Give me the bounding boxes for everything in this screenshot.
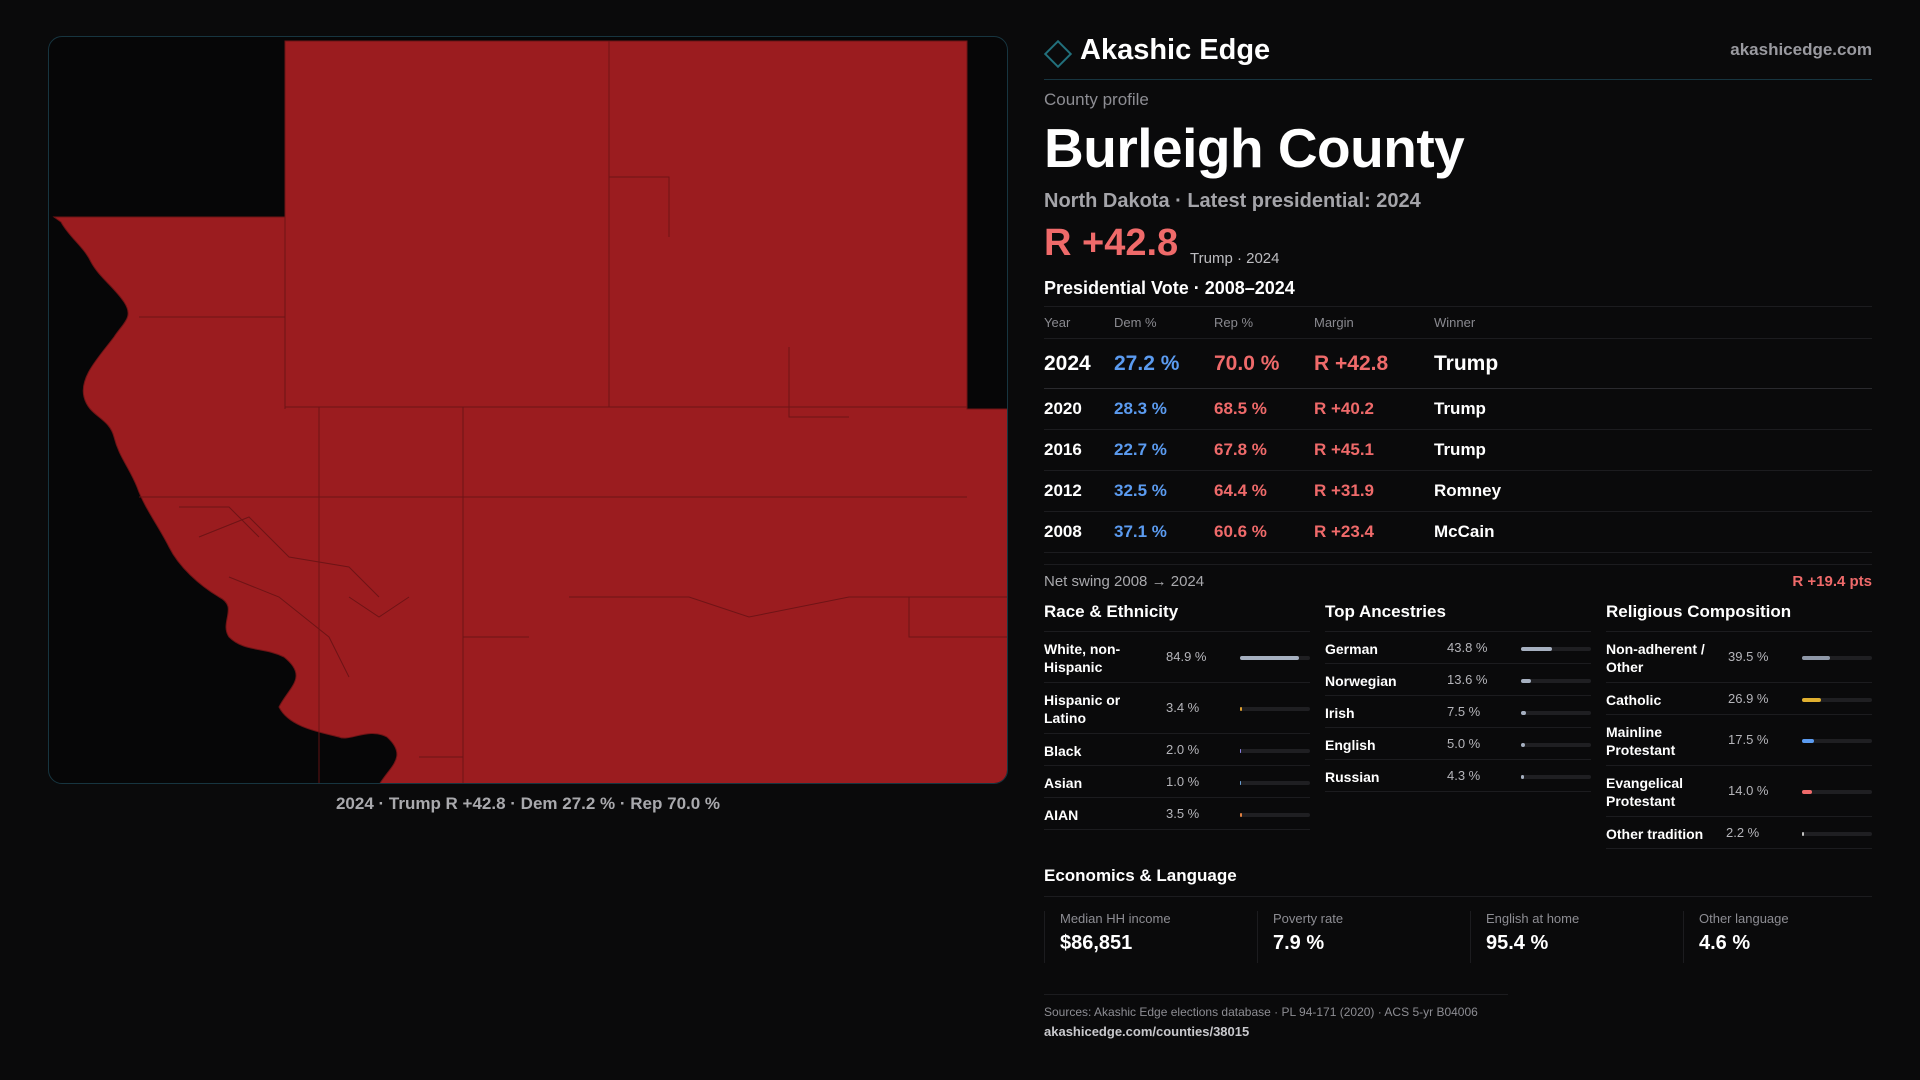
list-item <box>1044 766 1310 798</box>
net-swing <box>1044 564 1872 594</box>
cell-margin: R +31.9 <box>1314 471 1434 512</box>
item-value: 17.5 % <box>1728 732 1769 747</box>
brand-bar <box>1044 34 1872 80</box>
cell-rep: 68.5 % <box>1214 389 1314 430</box>
cell-winner: Trump <box>1434 339 1872 389</box>
religion-panel <box>1606 602 1872 849</box>
table-row <box>1044 471 1872 512</box>
list-item <box>1325 632 1591 664</box>
stat-median-income <box>1044 911 1244 963</box>
bar-track <box>1802 698 1872 702</box>
list-item <box>1325 760 1591 792</box>
item-value: 1.0 % <box>1166 774 1200 789</box>
bar-track <box>1521 679 1591 683</box>
cell-dem: 27.2 % <box>1114 339 1214 389</box>
cell-year: 2020 <box>1044 389 1114 430</box>
col-dem: Dem % <box>1114 307 1214 339</box>
col-year: Year <box>1044 307 1114 339</box>
bar-track <box>1802 739 1872 743</box>
stat-value: $86,851 <box>1060 932 1133 954</box>
cell-dem: 22.7 % <box>1114 430 1214 471</box>
site-link[interactable]: akashicedge.com <box>1730 40 1872 59</box>
map-caption: 2024 · Trump R +42.8 · Dem 27.2 % · Rep 70.0 % <box>335 794 721 813</box>
bar-track <box>1240 813 1310 817</box>
bar-track <box>1240 749 1310 753</box>
vote-table-title: Presidential Vote · 2008–2024 <box>1044 278 1295 298</box>
bar-fill <box>1802 832 1804 836</box>
bar-track <box>1802 656 1872 660</box>
item-value: 84.9 % <box>1166 649 1207 664</box>
bar-fill <box>1240 813 1242 817</box>
bar-track <box>1802 832 1872 836</box>
item-value: 2.2 % <box>1726 825 1760 840</box>
cell-year: 2008 <box>1044 512 1114 553</box>
item-value: 3.5 % <box>1166 806 1200 821</box>
item-value: 3.4 % <box>1166 700 1200 715</box>
item-value: 5.0 % <box>1447 736 1481 751</box>
table-row <box>1044 339 1872 389</box>
sources-footer <box>1044 994 1508 1039</box>
religion-title: Religious Composition <box>1606 602 1872 632</box>
item-label: Catholic <box>1606 692 1662 708</box>
col-rep: Rep % <box>1214 307 1314 339</box>
item-label: Asian <box>1044 775 1083 791</box>
list-item <box>1606 632 1872 683</box>
list-item <box>1606 817 1872 849</box>
item-label: Other tradition <box>1606 826 1704 842</box>
county-title: Burleigh County <box>1044 117 1465 179</box>
list-item <box>1044 734 1310 766</box>
bar-fill <box>1521 775 1524 779</box>
item-value: 7.5 % <box>1447 704 1481 719</box>
bar-track <box>1240 781 1310 785</box>
list-item <box>1044 632 1310 683</box>
bar-fill <box>1240 656 1299 660</box>
bar-fill <box>1240 781 1241 785</box>
cell-margin: R +42.8 <box>1314 339 1434 389</box>
cell-year: 2016 <box>1044 430 1114 471</box>
cell-dem: 28.3 % <box>1114 389 1214 430</box>
vote-table <box>1044 306 1872 553</box>
bar-fill <box>1521 711 1526 715</box>
item-value: 2.0 % <box>1166 742 1200 757</box>
stat-other-language <box>1683 911 1883 963</box>
item-value: 4.3 % <box>1447 768 1481 783</box>
cell-year: 2012 <box>1044 471 1114 512</box>
cell-margin: R +45.1 <box>1314 430 1434 471</box>
item-label: Mainline Protestant <box>1606 724 1676 758</box>
list-item <box>1325 664 1591 696</box>
bar-fill <box>1802 790 1812 794</box>
net-swing-value: R +19.4 pts <box>1792 573 1872 590</box>
bar-track <box>1521 647 1591 651</box>
sources-text: Sources: Akashic Edge elections database · PL 94-171 (2020) · ACS 5-yr B04006 <box>1044 1005 1478 1019</box>
headline-margin-note: Trump · 2024 <box>1190 250 1280 267</box>
cell-dem: 32.5 % <box>1114 471 1214 512</box>
item-label: Irish <box>1325 705 1355 721</box>
stat-label: Other language <box>1699 911 1789 926</box>
cell-year: 2024 <box>1044 339 1114 389</box>
stat-value: 7.9 % <box>1273 932 1325 954</box>
list-item <box>1044 683 1310 734</box>
item-value: 43.8 % <box>1447 640 1488 655</box>
bar-track <box>1521 775 1591 779</box>
diamond-logo-icon <box>1044 40 1072 68</box>
headline-margin: R +42.8 <box>1044 222 1179 264</box>
ancestries-panel <box>1325 602 1591 792</box>
bar-fill <box>1802 656 1830 660</box>
economics-title: Economics & Language <box>1044 866 1237 885</box>
item-label: English <box>1325 737 1376 753</box>
table-row <box>1044 430 1872 471</box>
col-winner: Winner <box>1434 307 1872 339</box>
cell-rep: 64.4 % <box>1214 471 1314 512</box>
bar-fill <box>1802 698 1821 702</box>
profile-eyebrow: County profile <box>1044 90 1149 109</box>
stat-label: Poverty rate <box>1273 911 1344 926</box>
item-label: Evangelical Protestant <box>1606 775 1684 809</box>
stat-value: 95.4 % <box>1486 932 1549 954</box>
race-ethnicity-panel <box>1044 602 1310 830</box>
cell-margin: R +23.4 <box>1314 512 1434 553</box>
table-row <box>1044 389 1872 430</box>
item-label: Norwegian <box>1325 673 1397 689</box>
county-page-link[interactable]: akashicedge.com/counties/38015 <box>1044 1024 1250 1039</box>
county-shape <box>54 41 1008 784</box>
stat-label: English at home <box>1486 911 1580 926</box>
cell-margin: R +40.2 <box>1314 389 1434 430</box>
item-value: 14.0 % <box>1728 783 1769 798</box>
cell-winner: McCain <box>1434 512 1872 553</box>
item-value: 39.5 % <box>1728 649 1769 664</box>
list-item <box>1606 683 1872 715</box>
cell-dem: 37.1 % <box>1114 512 1214 553</box>
stat-label: Median HH income <box>1060 911 1171 926</box>
bar-track <box>1240 656 1310 660</box>
bar-fill <box>1240 707 1242 711</box>
list-item <box>1325 696 1591 728</box>
item-label: Russian <box>1325 769 1380 785</box>
cell-winner: Romney <box>1434 471 1872 512</box>
profile-panel <box>1044 0 1872 1080</box>
county-map[interactable] <box>48 36 1008 784</box>
stat-english-at-home <box>1470 911 1670 963</box>
item-label: White, non-Hispanic <box>1044 641 1121 675</box>
economics-panel <box>1044 896 1872 966</box>
col-margin: Margin <box>1314 307 1434 339</box>
bar-fill <box>1240 749 1241 753</box>
stat-value: 4.6 % <box>1699 932 1751 954</box>
item-label: Hispanic or Latino <box>1044 692 1121 726</box>
county-map-svg <box>49 37 1008 784</box>
item-label: German <box>1325 641 1378 657</box>
net-swing-label: Net swing 2008 → 2024 <box>1044 573 1205 590</box>
vote-table-header <box>1044 307 1872 339</box>
bar-fill <box>1521 679 1531 683</box>
bar-fill <box>1802 739 1814 743</box>
item-label: Black <box>1044 743 1082 759</box>
bar-track <box>1240 707 1310 711</box>
table-row <box>1044 512 1872 553</box>
item-label: Non-adherent / Other <box>1606 641 1705 675</box>
bar-fill <box>1521 743 1525 747</box>
stat-poverty-rate <box>1257 911 1457 963</box>
cell-winner: Trump <box>1434 430 1872 471</box>
list-item <box>1606 766 1872 817</box>
brand-name: Akashic Edge <box>1080 34 1271 66</box>
cell-rep: 67.8 % <box>1214 430 1314 471</box>
race-ethnicity-title: Race & Ethnicity <box>1044 602 1310 632</box>
cell-rep: 70.0 % <box>1214 339 1314 389</box>
cell-rep: 60.6 % <box>1214 512 1314 553</box>
item-label: AIAN <box>1044 807 1079 823</box>
list-item <box>1325 728 1591 760</box>
bar-track <box>1521 711 1591 715</box>
county-subtitle: North Dakota · Latest presidential: 2024 <box>1044 190 1421 212</box>
bar-fill <box>1521 647 1552 651</box>
bar-track <box>1521 743 1591 747</box>
list-item <box>1044 798 1310 830</box>
bar-track <box>1802 790 1872 794</box>
item-value: 13.6 % <box>1447 672 1488 687</box>
list-item <box>1606 715 1872 766</box>
ancestries-title: Top Ancestries <box>1325 602 1591 632</box>
item-value: 26.9 % <box>1728 691 1769 706</box>
cell-winner: Trump <box>1434 389 1872 430</box>
